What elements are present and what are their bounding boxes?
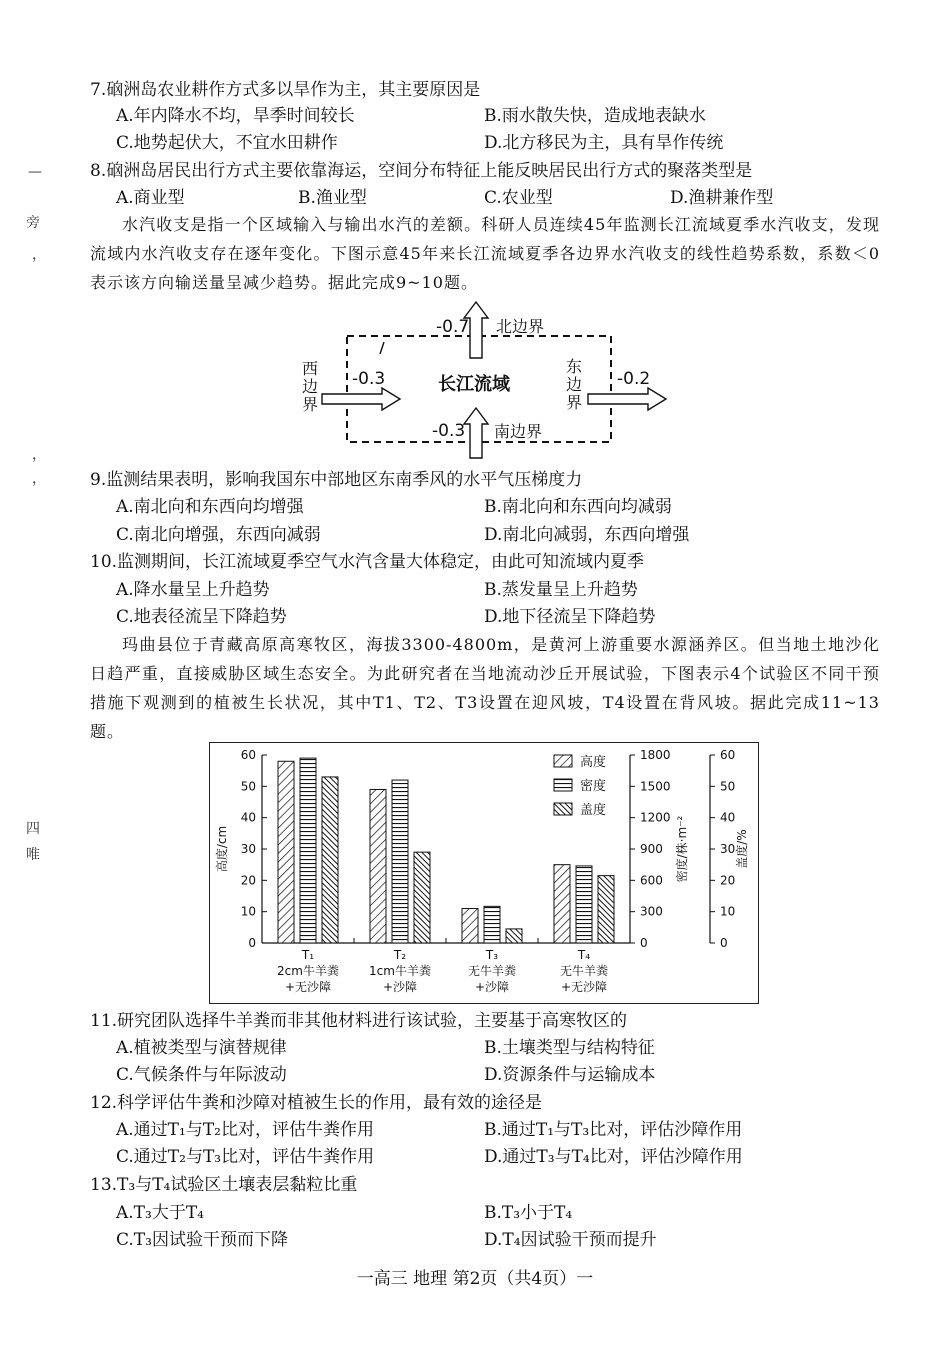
east-label-2: 边 xyxy=(566,375,583,394)
q7-option-b: B.雨水散失快，造成地表缺水 xyxy=(484,106,706,126)
question-7-stem: 7.硇洲岛农业耕作方式多以旱作为主，其主要原因是 xyxy=(90,80,481,100)
left-axis-title: 高度/cm xyxy=(215,825,229,873)
vegetation-chart xyxy=(209,742,759,1004)
west-label-3: 界 xyxy=(302,395,319,414)
bar-密度 xyxy=(392,780,408,943)
vapor-budget-diagram xyxy=(0,300,950,460)
q12-option-c: C.通过T₂与T₃比对，评估牛粪作用 xyxy=(116,1147,375,1167)
category-note: 无牛羊粪 xyxy=(559,964,609,978)
left-tick-label: 60 xyxy=(240,748,256,762)
left-tick-label: 30 xyxy=(240,842,256,856)
legend-swatch xyxy=(554,803,572,815)
basin-label: 长江流域 xyxy=(438,374,510,395)
west-value: -0.3 xyxy=(352,369,386,389)
density-tick-label: 1800 xyxy=(640,748,671,762)
q13-option-a: A.T₃大于T₄ xyxy=(116,1203,204,1223)
cover-tick-label: 20 xyxy=(720,873,736,888)
category-label: T₁ xyxy=(301,948,315,962)
legend-label: 密度 xyxy=(580,779,607,794)
q8-option-d: D.渔耕兼作型 xyxy=(670,188,774,208)
q11-option-c: C.气候条件与年际波动 xyxy=(116,1065,287,1085)
margin-mark: 四 xyxy=(26,821,40,837)
question-8-stem: 8.硇洲岛居民出行方式主要依靠海运，空间分布特征上能反映居民出行方式的聚落类型是 xyxy=(90,161,753,181)
q7-option-d: D.北方移民为主，具有旱作传统 xyxy=(484,133,724,153)
question-10-stem: 10.监测期间，长江流域夏季空气水汽含量大体稳定，由此可知流域内夏季 xyxy=(90,552,645,572)
question-11-stem: 11.研究团队选择牛羊粪而非其他材料进行该试验，主要基于高寒牧区的 xyxy=(90,1011,628,1031)
q7-option-c: C.地势起伏大，不宜水田耕作 xyxy=(116,133,338,153)
margin-mark: 旁 xyxy=(26,215,40,231)
category-note: 1cm牛羊粪 xyxy=(369,964,431,978)
bar-高度 xyxy=(370,789,386,943)
category-note: +沙障 xyxy=(474,980,510,994)
category-note: 2cm牛羊粪 xyxy=(277,964,339,978)
bar-密度 xyxy=(576,866,592,943)
category-note: +无沙障 xyxy=(560,980,608,994)
category-note: 无牛羊粪 xyxy=(467,964,517,978)
passage-maqu: 玛曲县位于青藏高原高寒牧区，海拔3300-4800m，是黄河上游重要水源涵养区。但当地土地沙化日趋严重，直接威胁区域生态安全。为此研究者在当地流动沙丘开展试验，下图表示4个试验区不同干预措施下观测到的植被生长状况，其中T1、T2、T3设置在迎风坡，T4设置在背风坡。据此完成11~13题。 xyxy=(90,635,880,741)
q11-option-a: A.植被类型与演替规律 xyxy=(116,1038,287,1058)
q11-option-b: B.土壤类型与结构特征 xyxy=(484,1038,655,1058)
density-tick-label: 300 xyxy=(640,904,663,919)
left-tick-label: 10 xyxy=(240,904,256,919)
bar-密度 xyxy=(300,758,316,943)
west-arrow-icon xyxy=(322,388,400,410)
question-13-stem: 13.T₃与T₄试验区土壤表层黏粒比重 xyxy=(90,1175,358,1195)
density-tick-label: 1200 xyxy=(640,810,671,825)
density-axis-title: 密度/株·m⁻² xyxy=(675,815,689,883)
bar-高度 xyxy=(462,909,478,943)
q10-option-b: B.蒸发量呈上升趋势 xyxy=(484,580,638,600)
cover-tick-label: 40 xyxy=(720,810,736,825)
page-footer: 一高三 地理 第2页（共4页）一 xyxy=(356,1269,594,1289)
legend-label: 高度 xyxy=(580,755,607,770)
q9-option-b: B.南北向和东西向均减弱 xyxy=(484,497,672,517)
q13-option-c: C.T₃因试验干预而下降 xyxy=(116,1230,288,1250)
q13-option-d: D.T₄因试验干预而提升 xyxy=(484,1230,657,1250)
q8-option-c: C.农业型 xyxy=(484,188,553,208)
east-value: -0.2 xyxy=(617,369,651,389)
pen-mark xyxy=(380,342,384,354)
bar-盖度 xyxy=(506,929,522,943)
density-tick-label: 1500 xyxy=(640,779,671,794)
q11-option-d: D.资源条件与运输成本 xyxy=(484,1065,656,1085)
left-tick-label: 50 xyxy=(240,779,256,794)
category-note: +无沙障 xyxy=(284,980,332,994)
cover-tick-label: 10 xyxy=(720,904,736,919)
cover-axis-title: 盖度/% xyxy=(735,829,749,869)
category-label: T₄ xyxy=(577,948,591,962)
category-label: T₃ xyxy=(485,948,499,962)
legend-swatch xyxy=(554,755,572,767)
bar-密度 xyxy=(484,906,500,943)
q7-option-a: A.年内降水不均，旱季时间较长 xyxy=(116,106,355,126)
legend-swatch xyxy=(554,779,572,791)
q8-option-a: A.商业型 xyxy=(116,188,185,208)
cover-tick-label: 0 xyxy=(720,936,728,950)
cover-tick-label: 30 xyxy=(720,842,736,856)
vegetation-bar-chart xyxy=(210,743,758,1003)
q8-option-b: B.渔业型 xyxy=(298,188,367,208)
east-label-3: 界 xyxy=(566,393,583,412)
east-arrow-icon xyxy=(588,388,666,410)
cover-tick-label: 50 xyxy=(720,779,736,794)
south-arrow-icon xyxy=(464,408,488,458)
left-tick-label: 0 xyxy=(248,936,256,950)
question-12-stem: 12.科学评估牛粪和沙障对植被生长的作用，最有效的途径是 xyxy=(90,1093,543,1113)
bar-高度 xyxy=(278,761,294,943)
q12-option-d: D.通过T₃与T₄比对，评估沙障作用 xyxy=(484,1147,743,1167)
bar-盖度 xyxy=(414,852,430,943)
q9-option-c: C.南北向增强，东西向减弱 xyxy=(116,525,321,545)
q12-option-b: B.通过T₁与T₃比对，评估沙障作用 xyxy=(484,1120,743,1140)
legend-label: 盖度 xyxy=(580,803,607,818)
category-label: T₂ xyxy=(393,948,407,962)
margin-mark: ， xyxy=(32,247,46,263)
q9-option-d: D.南北向减弱，东西向增强 xyxy=(484,525,690,545)
density-tick-label: 0 xyxy=(640,936,648,950)
density-tick-label: 900 xyxy=(640,842,663,856)
west-label-1: 西 xyxy=(302,359,319,378)
q12-option-a: A.通过T₁与T₂比对，评估牛粪作用 xyxy=(116,1120,374,1140)
passage-water-vapor: 水汽收支是指一个区域输入与输出水汽的差额。科研人员连续45年监测长江流域夏季水汽收支，发现流域内水汽收支存在逐年变化。下图示意45年来长江流域夏季各边界水汽收支的线性趋势系数，系数＜0表示该方向输送量呈减少趋势。据此完成9~10题。 xyxy=(90,215,880,292)
q10-option-a: A.降水量呈上升趋势 xyxy=(116,580,270,600)
q13-option-b: B.T₃小于T₄ xyxy=(484,1203,573,1223)
east-label-1: 东 xyxy=(566,357,583,376)
south-value: -0.3 xyxy=(432,421,466,441)
left-tick-label: 20 xyxy=(240,873,256,888)
question-9-stem: 9.监测结果表明，影响我国东中部地区东南季风的水平气压梯度力 xyxy=(90,470,583,490)
north-value: -0.7 xyxy=(436,317,470,337)
cover-tick-label: 60 xyxy=(720,748,736,762)
left-tick-label: 40 xyxy=(240,810,256,825)
south-label: 南边界 xyxy=(494,422,543,441)
q10-option-d: D.地下径流呈下降趋势 xyxy=(484,607,656,627)
margin-mark: 唯 xyxy=(26,847,40,863)
bar-盖度 xyxy=(598,876,614,943)
north-label: 北边界 xyxy=(496,317,545,336)
q10-option-c: C.地表径流呈下降趋势 xyxy=(116,607,287,627)
margin-mark: ， xyxy=(32,471,46,487)
bar-高度 xyxy=(554,865,570,943)
bar-盖度 xyxy=(322,777,338,943)
category-note: +沙障 xyxy=(382,980,418,994)
west-label-2: 边 xyxy=(302,377,319,396)
margin-mark: — xyxy=(28,164,42,180)
density-tick-label: 600 xyxy=(640,873,663,888)
margin-mark: ， xyxy=(32,447,46,463)
q9-option-a: A.南北向和东西向均增强 xyxy=(116,497,304,517)
